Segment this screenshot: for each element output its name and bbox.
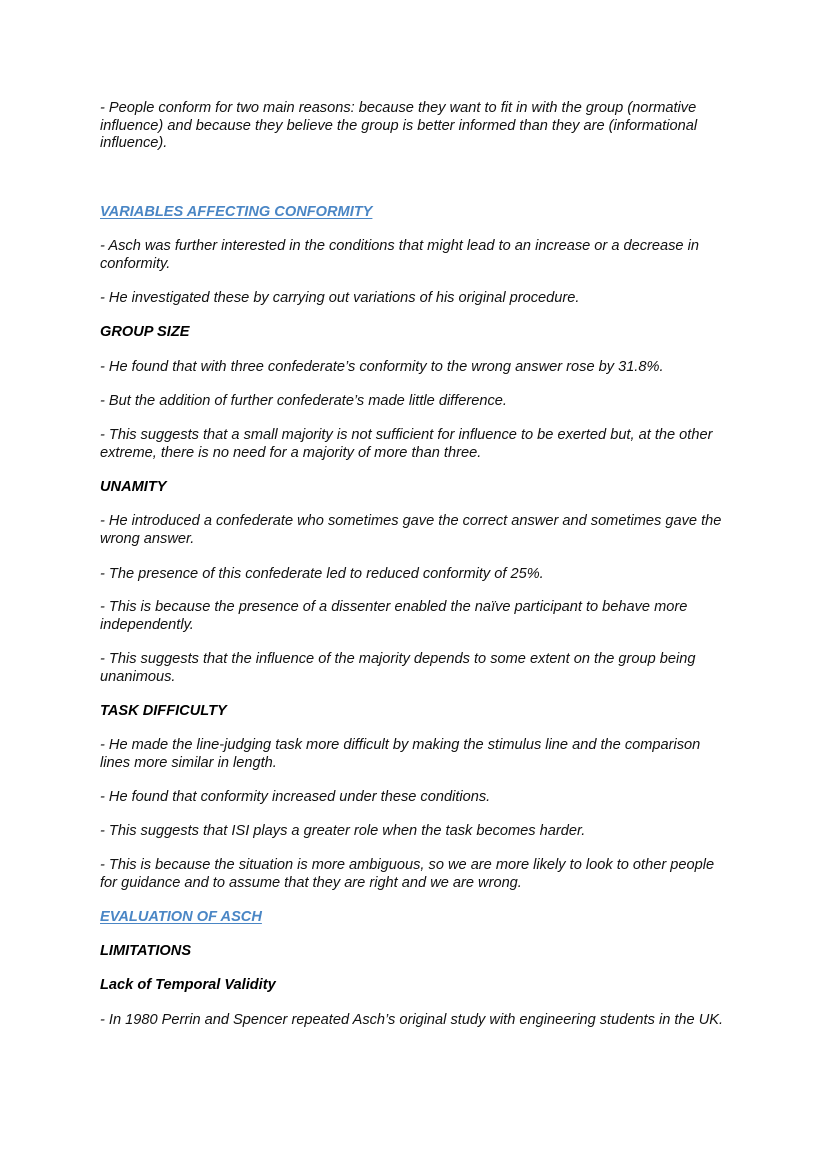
paragraph-three-confederates: - He found that with three confederate’s conformity to the wrong answer rose by 31.8%.: [100, 359, 664, 375]
subheading-lack-of-temporal-validity: Lack of Temporal Validity: [100, 977, 276, 993]
section-heading-evaluation-of-asch[interactable]: EVALUATION OF ASCH: [100, 909, 262, 925]
section-heading-variables-affecting-conformity[interactable]: VARIABLES AFFECTING CONFORMITY: [100, 204, 373, 220]
paragraph-dissenter-independence: - This is because the presence of a dissenter enabled the naïve participant to behave more independently.: [100, 599, 688, 633]
subheading-task-difficulty: TASK DIFFICULTY: [100, 703, 227, 719]
paragraph-line-judging-task: - He made the line-judging task more difficult by making the stimulus line and the comparison lines more similar in length.: [100, 737, 701, 771]
paragraph-reduced-conformity: - The presence of this confederate led to reduced conformity of 25%.: [100, 566, 544, 582]
subheading-limitations: LIMITATIONS: [100, 943, 192, 959]
paragraph-isi-role: - This suggests that ISI plays a greater role when the task becomes harder.: [100, 823, 586, 839]
paragraph-unanimous-group: - This suggests that the influence of the majority depends to some extent on the group being unanimous.: [100, 651, 696, 685]
paragraph-dissenting-confederate: - He introduced a confederate who sometimes gave the correct answer and sometimes gave the wrong answer.: [100, 513, 722, 547]
paragraph-perrin-spencer: - In 1980 Perrin and Spencer repeated Asch’s original study with engineering students in the UK.: [100, 1012, 724, 1028]
paragraph-variations: - He investigated these by carrying out variations of his original procedure.: [100, 290, 580, 306]
subheading-group-size: GROUP SIZE: [100, 324, 190, 340]
paragraph-conformity-reasons: - People conform for two main reasons: because they want to fit in with the group (normative influence) and because they believe the group is better informed than they are (informational influence).: [100, 100, 698, 151]
paragraph-conformity-increased: - He found that conformity increased under these conditions.: [100, 789, 491, 805]
paragraph-ambiguous-situation: - This is because the situation is more ambiguous, so we are more likely to look to other people for guidance and to assume that they are right and we are wrong.: [100, 857, 715, 891]
paragraph-asch-interest: - Asch was further interested in the conditions that might lead to an increase or a decrease in conformity.: [100, 238, 699, 272]
subheading-unamity: UNAMITY: [100, 479, 167, 495]
paragraph-further-confederates: - But the addition of further confederate’s made little difference.: [100, 393, 507, 409]
paragraph-small-majority: - This suggests that a small majority is not sufficient for influence to be exerted but, at the other extreme, there is no need for a majority of more than three.: [100, 427, 713, 461]
